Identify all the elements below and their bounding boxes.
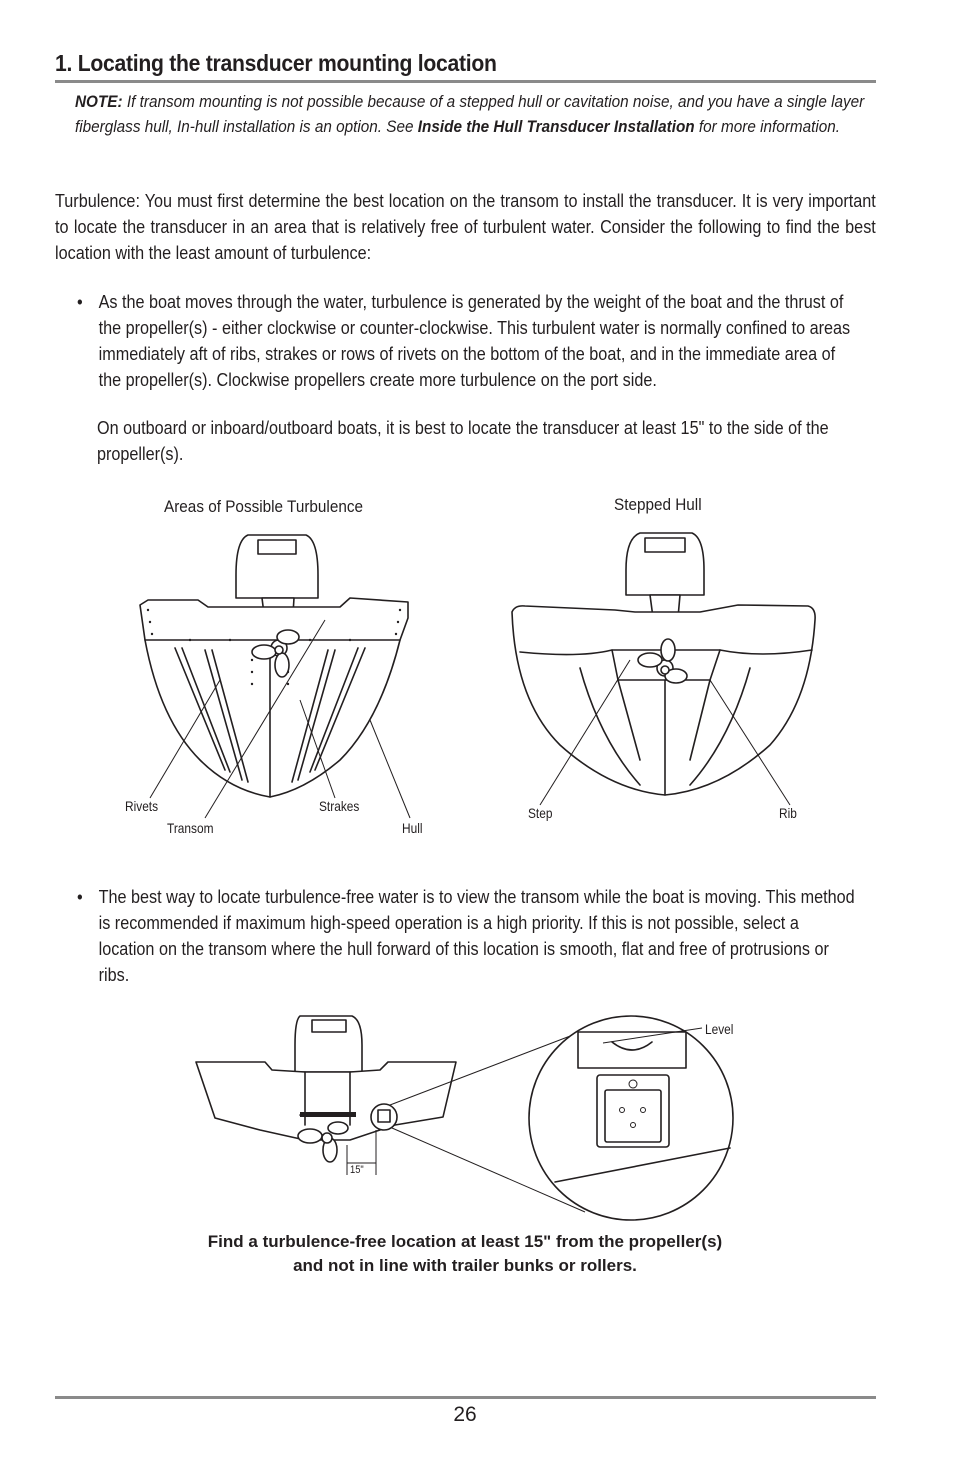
label-step: Step	[528, 805, 553, 821]
label-distance: 15"	[350, 1164, 364, 1176]
bullet-sub-paragraph: On outboard or inboard/outboard boats, it is best to locate the transducer at least 15" to the side of the propeller(s).	[97, 418, 829, 464]
bullet-symbol: •	[77, 292, 83, 312]
section-heading: 1. Locating the transducer mounting location	[55, 50, 497, 76]
figure2-title: Stepped Hull	[614, 495, 702, 514]
note-link-text: Inside the Hull Transducer Installation	[417, 117, 695, 136]
turbulence-lead: Turbulence:	[55, 191, 140, 211]
label-rivets: Rivets	[125, 798, 159, 814]
label-transom: Transom	[167, 820, 214, 836]
bullet-text: The best way to locate turbulence-free water is to view the transom while the boat is moving. This method is recommended if maximum high-speed operation is a high priority. If this is not possible, select a location on the transom where the hull forward of this location is smooth, flat and free of protrusions or ribs.	[98, 887, 855, 985]
note-text-after: for more information.	[694, 117, 841, 136]
label-rib: Rib	[779, 805, 797, 821]
turbulence-text: You must first determine the best location on the transom to install the transducer. It is very important to locate the transducer in an area that is relatively free of turbulent water. Consider the following to find the best location with the least amount of turbulence:	[55, 191, 876, 263]
bullet-symbol: •	[77, 887, 83, 907]
caption-line-2: and not in line with trailer bunks or rollers.	[293, 1256, 637, 1275]
label-hull: Hull	[402, 820, 423, 836]
note-label: NOTE:	[75, 92, 123, 111]
figure1-title: Areas of Possible Turbulence	[164, 497, 364, 516]
bullet-text: As the boat moves through the water, turbulence is generated by the weight of the boat and the thrust of the propeller(s) - either clockwise or counter-clockwise. This turbulent water is normally confined to areas immediately aft of ribs, strakes or rows of rivets on the bottom of the boat, and in the immediate area of the propeller(s). Clockwise propellers create more turbulence on the port side.	[98, 292, 851, 390]
footer-rule	[55, 1396, 876, 1399]
figure3-caption	[130, 1230, 800, 1278]
caption-line-1: Find a turbulence-free location at least 15" from the propeller(s)	[207, 1232, 723, 1251]
page-number: 26	[453, 1403, 477, 1426]
label-strakes: Strakes	[319, 798, 360, 814]
label-level: Level	[705, 1021, 734, 1037]
note-text-before: If transom mounting is not possible because of a stepped hull or cavitation noise, and you have a single layer fiberglass hull, In-hull installation is an option. See	[75, 92, 865, 136]
